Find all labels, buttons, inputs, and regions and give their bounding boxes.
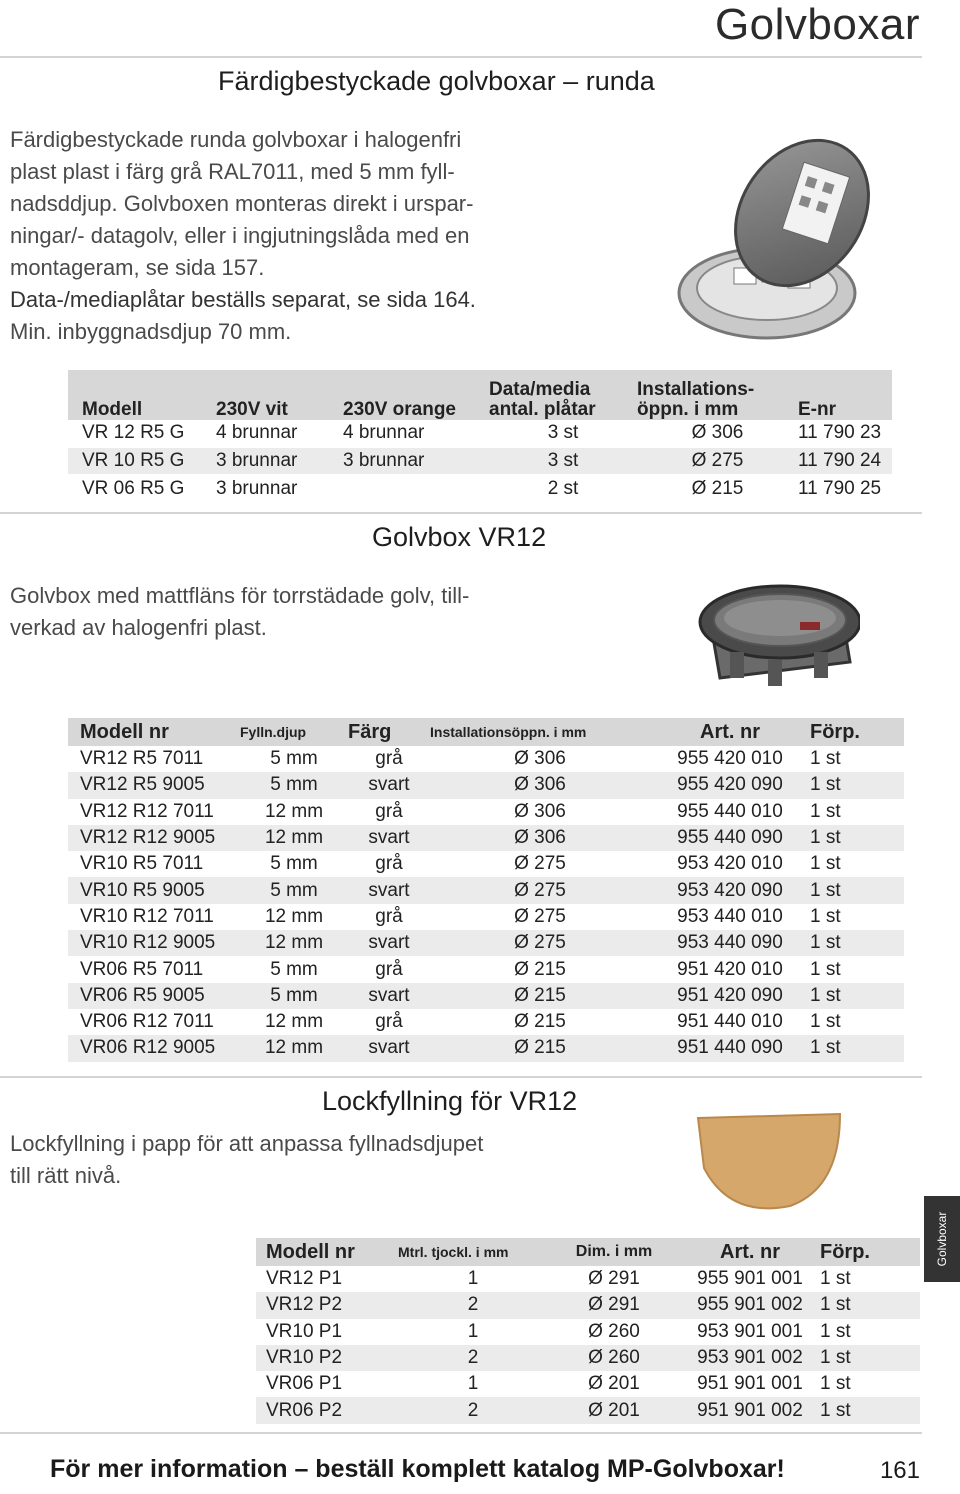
table-row (256, 1292, 920, 1318)
cell: 5 mm (270, 748, 318, 770)
side-tab (924, 1196, 960, 1282)
cell: 11 790 25 (798, 478, 882, 499)
table-row (68, 447, 892, 475)
cell: svart (348, 772, 430, 798)
cell: Ø 275 (637, 447, 798, 475)
cell: VR 10 R5 G (68, 447, 216, 475)
cell: 1 st (810, 825, 904, 851)
cell: Ø 306 (514, 748, 566, 770)
cell: 953 440 010 (677, 905, 783, 927)
cell: Ø 215 (514, 1011, 566, 1033)
table-row (256, 1266, 920, 1292)
cell: svart (348, 983, 430, 1009)
cell: VR06 R5 7011 (80, 958, 204, 980)
cell: 12 mm (264, 905, 324, 927)
cell: 953 420 090 (650, 877, 810, 903)
table-row (68, 983, 904, 1009)
cell: 951 420 090 (650, 983, 810, 1009)
cell: 5 mm (240, 772, 348, 798)
section1-title: Färdigbestyckade golvboxar – runda (218, 66, 655, 96)
cell: 12 mm (264, 1011, 324, 1033)
cell: Ø 215 (430, 1035, 650, 1061)
section-divider (0, 512, 922, 514)
cell: 1 st (810, 853, 841, 875)
cell: 2 (398, 1292, 548, 1318)
cell: 955 420 010 (677, 748, 783, 770)
cell: 955 901 002 (680, 1292, 820, 1318)
cell: VR12 R5 7011 (80, 748, 204, 770)
cell: VR10 P2 (256, 1345, 398, 1371)
section1-line: nadsddjup. Golvboxen monteras direkt i urspar- (10, 191, 474, 216)
col-header-pack: Förp. (810, 720, 860, 743)
cell: grå (375, 853, 403, 875)
cell: 5 mm (240, 983, 348, 1009)
cell: Ø 215 (691, 478, 744, 499)
cell: 955 440 010 (677, 800, 783, 822)
cell: 11 790 24 (798, 447, 892, 475)
cell: Ø 275 (514, 905, 566, 927)
table-row (68, 930, 904, 956)
cell: 1 st (820, 1345, 920, 1371)
cell: 951 440 010 (677, 1011, 783, 1033)
cell: 951 440 090 (650, 1035, 810, 1061)
cell: 1 st (820, 1320, 851, 1342)
cell: Ø 306 (691, 422, 744, 443)
cell: 1 st (810, 930, 904, 956)
table-row (68, 746, 904, 772)
cell: 1 st (810, 1035, 904, 1061)
section1-line: plast plast i färg grå RAL7011, med 5 mm fyll- (10, 159, 455, 184)
cell: 12 mm (240, 930, 348, 956)
cell: VR06 P1 (266, 1373, 343, 1395)
section3-line: till rätt nivå. (10, 1163, 122, 1188)
cell: 12 mm (240, 1035, 348, 1061)
cell: 1 (467, 1320, 479, 1342)
cell: VR06 R12 9005 (68, 1035, 240, 1061)
cell: VR10 R5 7011 (80, 853, 204, 875)
section1-description (10, 124, 570, 348)
table-row (68, 1035, 904, 1061)
cell: Ø 291 (548, 1292, 680, 1318)
col-header-dim: Dim. i mm (575, 1243, 653, 1260)
section1-line: montageram, se sida 157. (10, 255, 265, 280)
col-header-installation: Installationsöppn. i mm (430, 724, 587, 740)
cell: Ø 260 (588, 1320, 640, 1342)
cell: Ø 306 (430, 825, 650, 851)
cell: Ø 275 (514, 853, 566, 875)
cell: svart (348, 877, 430, 903)
cell: 1 st (810, 1011, 841, 1033)
col-header-model-nr: Modell nr (80, 720, 169, 743)
cell: VR 06 R5 G (82, 478, 185, 499)
section2-title: Golvbox VR12 (372, 522, 547, 552)
table-row (256, 1319, 920, 1345)
table-header-row (68, 370, 892, 420)
cell: 1 st (820, 1292, 920, 1318)
cell: VR12 P1 (266, 1268, 343, 1290)
floorbox-round-photo (672, 128, 872, 348)
cell: VR12 R12 9005 (68, 825, 240, 851)
header-divider (0, 56, 922, 58)
cell: svart (348, 1035, 430, 1061)
table-row (68, 825, 904, 851)
section2-line: Golvbox med mattfläns för torrstädade golv, till- (10, 583, 470, 608)
cell: VR06 R12 7011 (80, 1011, 214, 1033)
cell: VR10 R12 7011 (80, 905, 214, 927)
cell: 953 420 010 (677, 853, 783, 875)
cell: 12 mm (264, 800, 324, 822)
col-header-model-nr: Modell nr (266, 1240, 355, 1263)
cell: 1 st (810, 983, 904, 1009)
cell: 5 mm (270, 853, 318, 875)
cell: 1 st (810, 748, 841, 770)
cell: 955 901 001 (697, 1268, 803, 1290)
cell: 4 brunnar (216, 422, 298, 443)
cell: 3 st (547, 422, 579, 443)
cell: VR06 P2 (256, 1397, 398, 1423)
col-header-230v-orange: 230V orange (343, 399, 456, 420)
cell: 1 st (810, 800, 841, 822)
col-header-thickness: Mtrl. tjockl. i mm (398, 1244, 509, 1260)
col-header-installation: Installations- öppn. i mm (637, 379, 755, 420)
cell: 951 901 001 (697, 1373, 803, 1395)
cell: 3 st (489, 447, 637, 475)
table-row (256, 1371, 920, 1397)
page-section-title: Golvboxar (714, 0, 920, 49)
cell: 955 420 090 (650, 772, 810, 798)
table-row (68, 851, 904, 877)
cell: Ø 201 (588, 1373, 640, 1395)
table-row (68, 475, 892, 503)
cell: VR10 R5 9005 (68, 877, 240, 903)
col-header-230v-white: 230V vit (216, 399, 288, 420)
section3-title: Lockfyllning för VR12 (322, 1086, 578, 1116)
side-tab-label: Golvboxar (935, 1211, 949, 1267)
cell: 953 440 090 (650, 930, 810, 956)
section-divider (0, 1076, 922, 1078)
cell: Ø 215 (430, 983, 650, 1009)
cell: Ø 306 (430, 772, 650, 798)
lid-insert-table (256, 1238, 920, 1424)
table-row (68, 904, 904, 930)
table-row (256, 1345, 920, 1371)
cell: 3 brunnar (216, 447, 343, 475)
cell: grå (375, 1011, 403, 1033)
cell: Ø 306 (514, 800, 566, 822)
cell (343, 475, 489, 503)
cell: 11 790 23 (798, 422, 882, 443)
cell: grå (375, 800, 403, 822)
table-header-row (256, 1238, 920, 1266)
table-row (68, 799, 904, 825)
cell: VR12 R12 7011 (80, 800, 214, 822)
cell: Ø 291 (588, 1268, 640, 1290)
cell: VR06 R5 9005 (68, 983, 240, 1009)
cell: VR 12 R5 G (82, 422, 185, 443)
cell: 1 st (820, 1268, 851, 1290)
cell: Ø 260 (548, 1345, 680, 1371)
cell: 2 st (547, 478, 579, 499)
section1-line: Min. inbyggnadsdjup 70 mm. (10, 319, 292, 344)
cell: 5 mm (270, 958, 318, 980)
col-header-art-nr: Art. nr (720, 1240, 780, 1263)
col-header-enr: E-nr (798, 399, 836, 420)
cell: 1 st (820, 1373, 851, 1395)
cell: 2 (398, 1345, 548, 1371)
cell: 953 901 002 (680, 1345, 820, 1371)
cell: grå (375, 905, 403, 927)
table-row (68, 877, 904, 903)
cell: 1 st (810, 772, 904, 798)
cell: VR12 R5 9005 (68, 772, 240, 798)
section2-line: verkad av halogenfri plast. (10, 615, 267, 640)
footer-divider (0, 1432, 922, 1434)
floorbox-vr12-photo (690, 562, 860, 694)
table-row (256, 1397, 920, 1423)
cell: Ø 215 (514, 958, 566, 980)
cell: VR10 P1 (266, 1320, 343, 1342)
cell: 953 901 001 (697, 1320, 803, 1342)
cell: 1 st (820, 1397, 920, 1423)
cell: VR10 R12 9005 (68, 930, 240, 956)
cell: 4 brunnar (343, 422, 425, 443)
cell: 955 440 090 (650, 825, 810, 851)
cell: VR12 P2 (256, 1292, 398, 1318)
vr12-floorbox-table (68, 718, 904, 1062)
footer-text: För mer information – beställ komplett katalog MP-Golvboxar! (50, 1455, 785, 1483)
cell: 12 mm (240, 825, 348, 851)
table-header-row (68, 718, 904, 746)
cell: grå (375, 748, 403, 770)
col-header-art-nr: Art. nr (700, 720, 760, 743)
col-header-data-media: Data/media antal. plåtar (489, 379, 596, 420)
cell: 2 (398, 1397, 548, 1423)
cell: 3 brunnar (343, 447, 489, 475)
table-row (68, 772, 904, 798)
table-row (68, 956, 904, 982)
page-number: 161 (879, 1457, 920, 1484)
preassembled-floorbox-table (68, 370, 892, 504)
section3-description (10, 1128, 570, 1192)
cell: Ø 275 (430, 877, 650, 903)
cell: 951 901 002 (680, 1397, 820, 1423)
cell: 1 st (810, 905, 841, 927)
cell: 1 (467, 1373, 479, 1395)
cell: 951 420 010 (677, 958, 783, 980)
section3-line: Lockfyllning i papp för att anpassa fyllnadsdjupet (10, 1131, 484, 1156)
cell: 1 st (810, 958, 841, 980)
cell: Ø 201 (548, 1397, 680, 1423)
section1-line: ningar/- datagolv, eller i ingjutningslåda med en (10, 223, 470, 248)
cell: 3 brunnar (216, 478, 298, 499)
section2-description (10, 580, 570, 644)
cell: Ø 275 (430, 930, 650, 956)
cell: 1 st (810, 877, 904, 903)
table-row (68, 1009, 904, 1035)
col-header-color: Färg (348, 720, 392, 743)
col-header-model: Modell (82, 399, 143, 420)
section1-bold-note: Data-/mediaplåtar beställs separat, se sida 164. (10, 287, 476, 312)
col-header-pack: Förp. (820, 1240, 870, 1263)
table-row (68, 420, 892, 447)
cell: grå (375, 958, 403, 980)
cell: 5 mm (240, 877, 348, 903)
col-header-fill-depth: Fylln.djup (240, 724, 307, 740)
lid-insert-cardboard-photo (690, 1108, 846, 1212)
cell: svart (348, 825, 430, 851)
cell: 1 (467, 1268, 479, 1290)
section1-line: Färdigbestyckade runda golvboxar i halogenfri (10, 127, 462, 152)
cell: svart (348, 930, 430, 956)
